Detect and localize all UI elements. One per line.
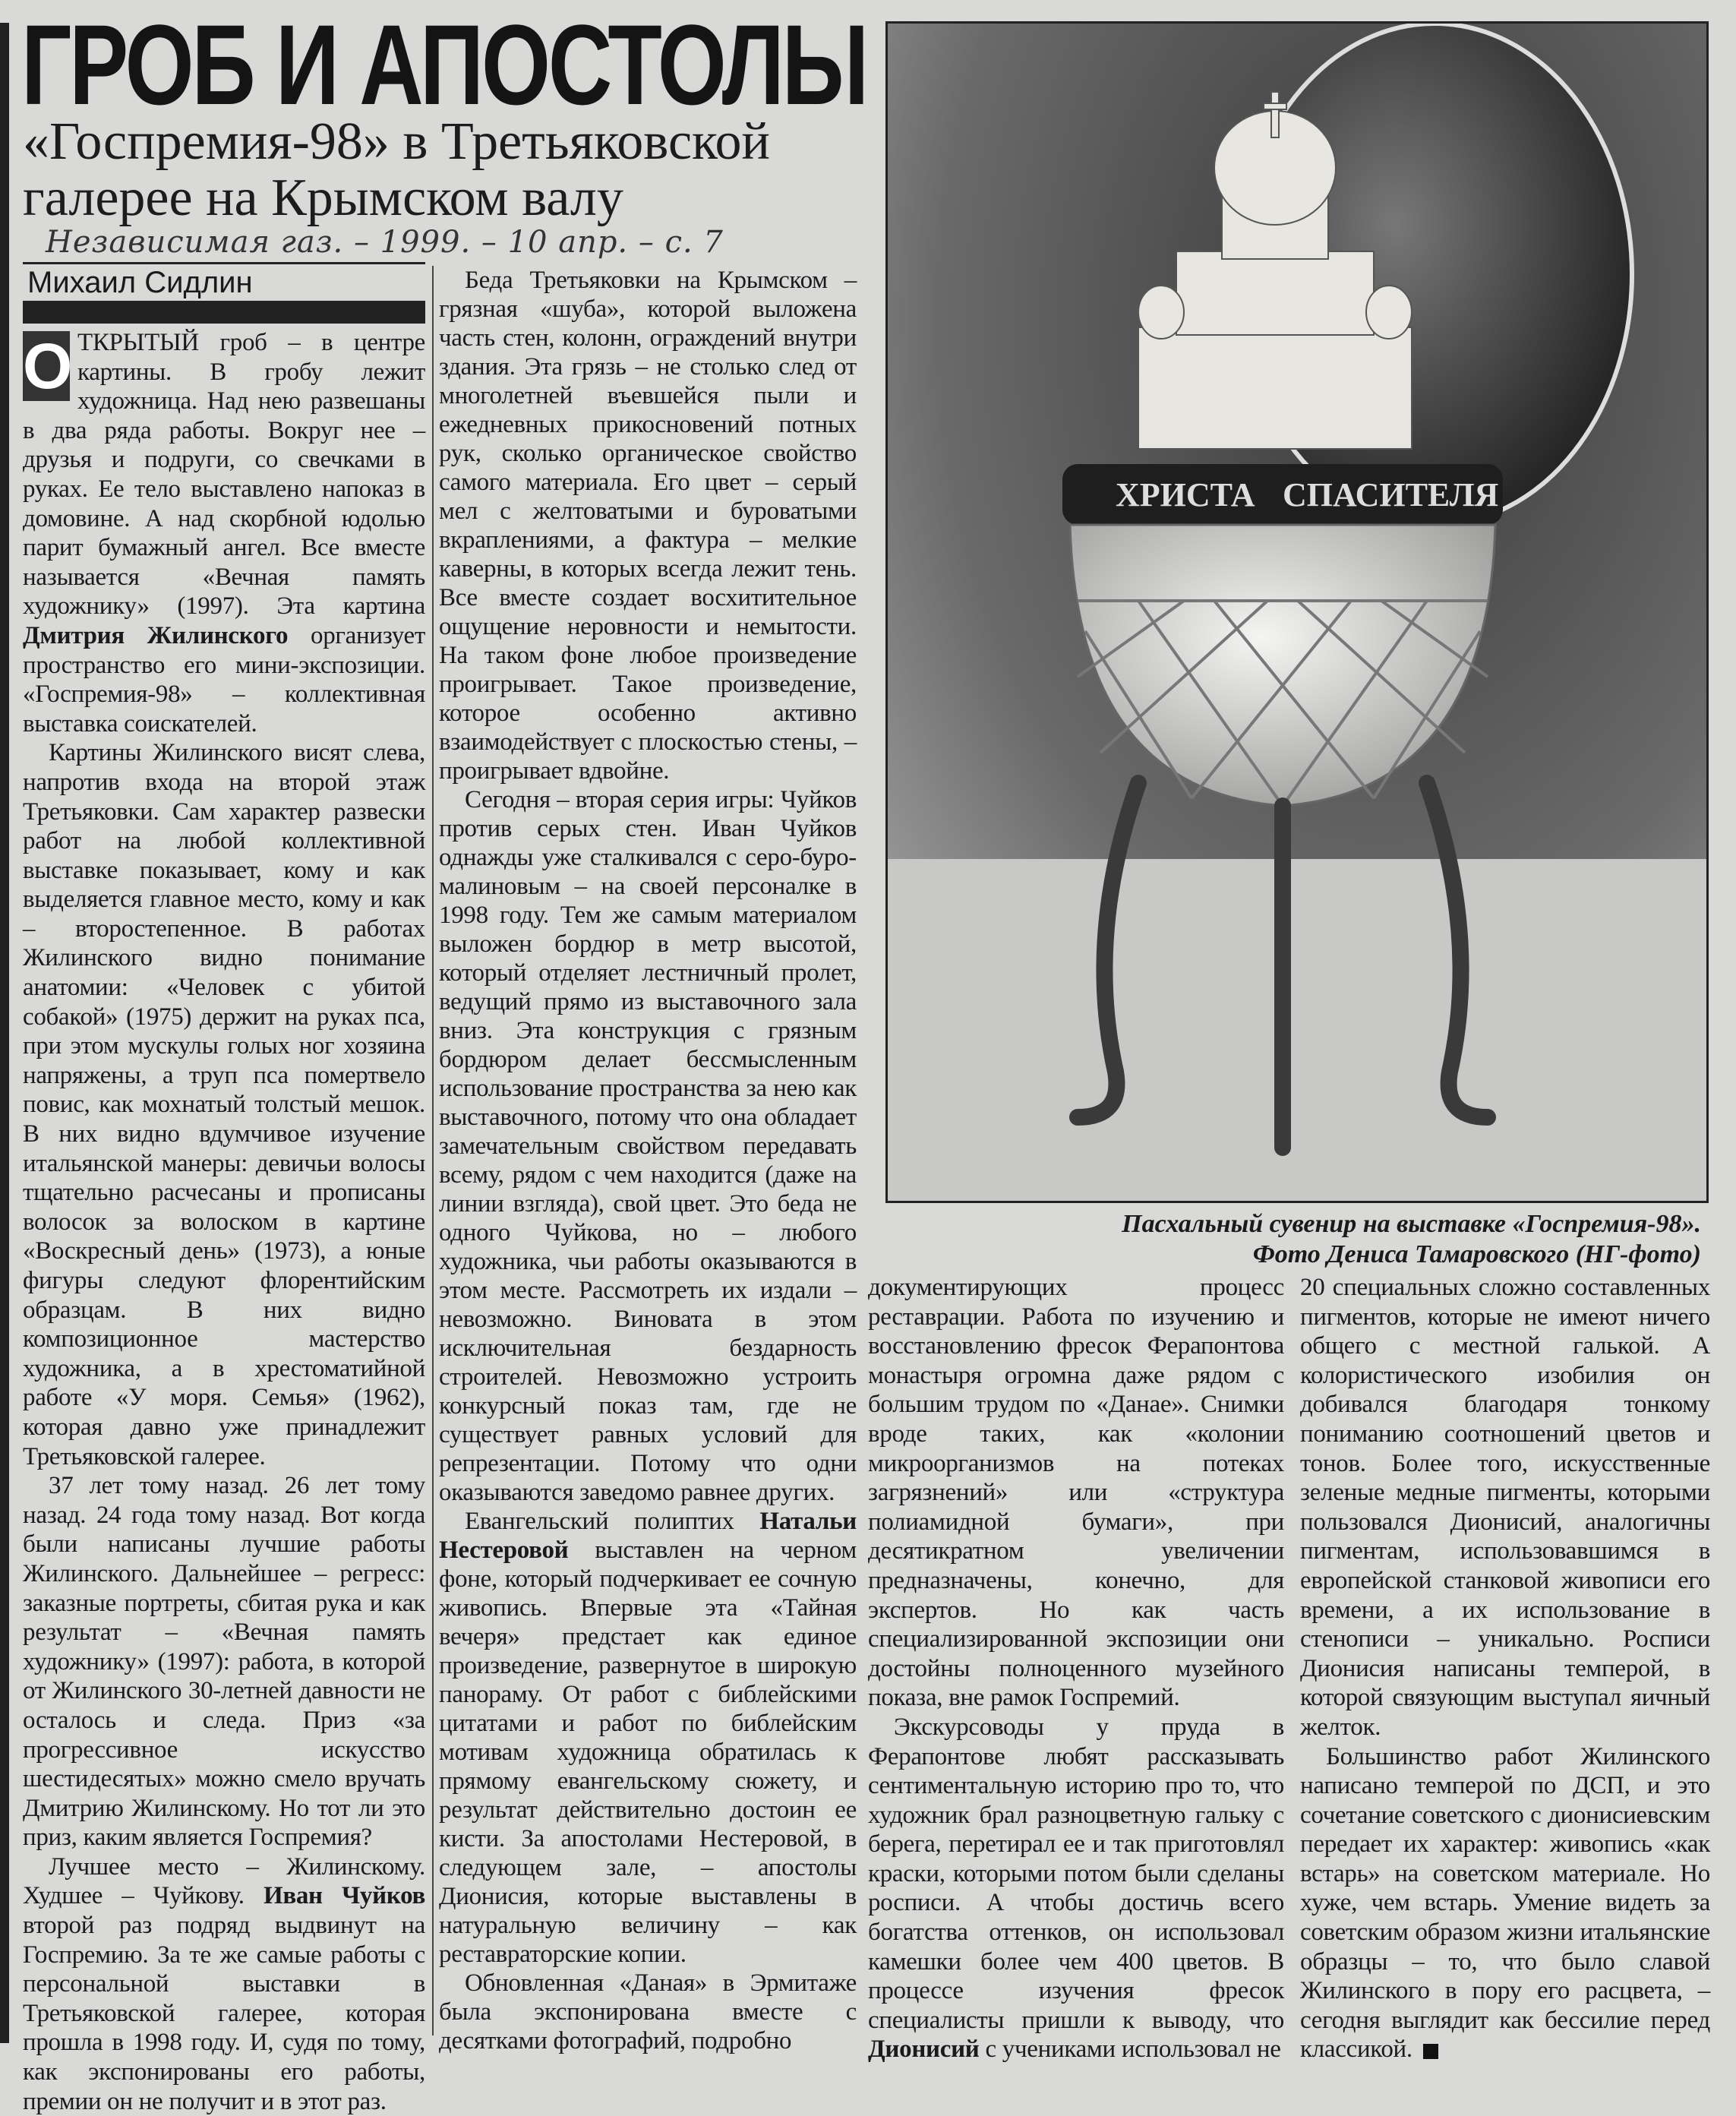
- article-paragraph: [439, 266, 857, 785]
- photo-easter-souvenir: [885, 21, 1709, 1203]
- column-divider: [432, 266, 434, 2035]
- paragraph-text: Беда Третьяковки на Крымском – грязная «шуба», которой выложена часть стен, колонн, ограждений внутри здания. Эта грязь – не столько след от многолетней въевшейся пыли и ежедневных прикосновений потных рук, сколько органическое свойство самого материала. Его цвет – серый мел с желтоватыми и буроватыми вкраплениями, а фактура – мелкие каверны, в которых всегда лежит тень. Все вместе создает восхитительное ощущение неровности и немытости. На таком фоне любое произведение проигрывает. Такое произведение, которое особенно активно взаимодействует с плоскостью стены, – проигрывает вдвойне.: [439, 267, 857, 785]
- paragraph-text: 37 лет тому назад. 26 лет тому назад. 24 года тому назад. Вот когда были написаны лучшие работы Жилинского. Дальнейшее – регресс: заказные портреты, сбитая рука и как результат – «Вечная память художнику» (1997): работа, в которой от Жилинского 30-летней давности не осталось и следа. Приз «за прогрессивное искусство шестидесятых» можно смело вручать Дмитрию Жилинскому. Но тот ли это приз, каким является Госпремия?: [23, 1472, 425, 1852]
- article-paragraph: [439, 1507, 857, 1969]
- paragraph-text: выставлен на черном фоне, который подчеркивает ее сочную живопись. Впервые эта «Тайная вечеря» предстает как единое произведение, развернутое в широкую панораму. От работ с библейскими цитатами и работ по библейским мотивам художница обратилась к прямому евангельскому сюжету, и результат действительно достоин ее кисти. За апостолами Нестеровой, в следующем зале, – апостолы Дионисия, которые выставлены в натуральную величину – как реставраторские копии.: [439, 1536, 857, 1968]
- article-column-3: [868, 1273, 1284, 2064]
- paragraph-text: второй раз подряд выдвинут на Госпремию. За те же самые работы с персональной выставки в Третьяковской галерее, которая прошла в 1998 году. И, судя по тому, как экспонированы его работы, премии он не получит и в этот раз.: [23, 1912, 425, 2115]
- byline-black-bar: [23, 301, 425, 324]
- paragraph-text: 20 специальных сложно составленных пигментов, которые не имеют ничего общего с местной галькой. А колористического изобилия он добивался благодаря тонкому пониманию соотношений цветов и тонов. Более того, искусственные зеленые медные пигменты, которыми пользовался Дионисий, аналогичны пигментам, использовавшимся в европейской станковой живописи его времени, а их использование в стенописи – уникально. Росписи Дионисия написаны темперой, в которой связующим выступал яичный желток.: [1300, 1274, 1710, 1741]
- highlighted-name: Иван Чуйков: [263, 1882, 426, 1910]
- paragraph-text: организует пространство его мини-экспозиции. «Госпремия-98» – коллективная выставка соискателей.: [23, 621, 425, 737]
- highlighted-name: Натальи Нестеровой: [439, 1508, 857, 1564]
- byline-divider: [23, 262, 425, 264]
- paragraph-text: Евангельский полиптих: [465, 1508, 760, 1535]
- drop-cap: О: [23, 330, 73, 402]
- paragraph-text: Сегодня – вторая серия игры: Чуйков против серых стен. Иван Чуйков однажды уже сталкивался с серо-буро-малиновым – на своей персоналке в 1998 году. Тем же самым материалом выложен бордюр в метр высотой, который отделяет лестничный пролет, ведущий прямо из выставочного зала вниз. Эта конструкция с грязным бордюром делает бессмысленным использование пространства за нею как выставочного, потому что она обладает замечательным свойством передавать всему, рядом с чем находится (даже на линии взгляда), свой цвет. Это беда не одного Чуйкова, но – любого художника, чьи работы оказываются в этом месте. Рассмотреть их издали – невозможно. Виновата в этом исключительная бездарность строителей. Невозможно устроить конкурсный показ там, где не существует равных условий для репрезентации. Потому что одни оказываются заведомо равнее других.: [439, 786, 857, 1506]
- paragraph-text: ТКРЫТЫЙ гроб – в центре картины. В гробу лежит художница. Над нею развешаны в два ряда работы. Вокруг нее – друзья и подруги, со свечками в руках. Ее тело выставлено напоказ в домовине. А над скорбной юдолью парит бумажный ангел. Все вместе называется «Вечная память художнику» (1997). Эта картина: [23, 329, 425, 621]
- handwritten-note: Независимая газ. – 1999. – 10 апр. – с. 7: [46, 225, 724, 260]
- paragraph-text: Большинство работ Жилинского написано темперой по ДСП, и это сочетание советского с дионисиевским передает их характер: живопись «как встарь» на советском материале. Но хуже, чем встарь. Умение видеть за советским образом жизни итальянские образцы – то, что было славой Жилинского в пору его расцвета, – сегодня выглядит как бессилие перед классикой.: [1300, 1742, 1710, 2064]
- article-paragraph: [23, 1471, 425, 1852]
- paragraph-text: с учениками использовал не: [979, 2035, 1281, 2064]
- highlighted-name: Дионисий: [868, 2035, 980, 2064]
- article-column-4: [1300, 1273, 1710, 2064]
- photo-caption: [896, 1209, 1701, 1270]
- article-column-1: [23, 328, 425, 2116]
- end-of-article-mark: [1423, 2044, 1438, 2059]
- photo-caption-title: Пасхальный сувенир на выставке «Госпремия-98».: [1122, 1210, 1701, 1238]
- article-paragraph: [868, 1713, 1284, 2064]
- article-paragraph: [23, 328, 425, 738]
- paragraph-text: Обновленная «Даная» в Эрмитаже была экспонирована вместе с десятками фотографий, подробно: [439, 1969, 857, 2054]
- article-paragraph: [868, 1273, 1284, 1713]
- paragraph-text: Лучшее место – Жилинскому. Худшее – Чуйкову.: [23, 1852, 425, 1910]
- article-paragraph: [23, 738, 425, 1471]
- subtitle: «Госпремия-98» в Третьяковской галерее на Крымском валу: [23, 112, 770, 227]
- article-paragraph: [439, 1969, 857, 2055]
- article-paragraph: [23, 1852, 425, 2116]
- author-byline: Михаил Сидлин: [27, 266, 253, 299]
- paragraph-text: Экскурсоводы у пруда в Ферапонтове любят рассказывать сентиментальную историю про то, что художник брал разноцветную гальку с берега, перетирал ее и так приготовлял краски, которыми потом были сделаны росписи. А чтобы достичь всего богатства оттенков, он использовал камешки более чем 400 цветов. В процессе изучения фресок специалисты пришли к выводу, что: [868, 1713, 1284, 2034]
- photo-easter-egg-image: [888, 24, 1706, 1201]
- photo-credit: Фото Дениса Тамаровского (НГ-фото): [1252, 1240, 1701, 1268]
- article-column-2: [439, 266, 857, 2055]
- highlighted-name: Дмитрия Жилинского: [23, 621, 289, 649]
- paragraph-text: документирующих процесс реставрации. Работа по изучению и восстановлению фресок Ферапонтова монастыря огромна даже рядом с большим трудом по «Данае». Снимки вроде таких, как «колонии микроорганизмов на потеках загрязнений» или «структура полиамидной бумаги», при десятикратном увеличении предназначены, конечно, для экспертов. Но как часть специализированной экспозиции они достойны полноценного музейного показа, вне рамок Госпремий.: [868, 1274, 1284, 1712]
- egg-band-text-right: СПАСИТЕЛЯ: [1283, 476, 1499, 513]
- egg-band-text-left: ХРИСТА: [1116, 476, 1255, 513]
- article-paragraph: [1300, 1742, 1710, 2065]
- article-paragraph: [1300, 1273, 1710, 1742]
- headline: ГРОБ И АПОСТОЛЫ: [21, 1, 867, 128]
- paragraph-text: Картины Жилинского висят слева, напротив входа на второй этаж Третьяковки. Сам характер развески работ на любой коллективной выставке показывает, кому и как выделяется главное место, кому и как – второстепенное. В работах Жилинского видно понимание анатомии: «Человек с убитой собакой» (1975) держит на руках пса, при этом мускулы голых ног хозяина напряжены, а труп пса помертвело повис, как мохнатый толстый мешок. В них видно вдумчивое изучение итальянской манеры: девичьи волосы тщательно расчесаны и прописаны волосок за волоском в картине «Воскресный день» (1973), а юные фигуры следуют флорентийским образцам. В них видно композиционное мастерство художника, а в хрестоматийной работе «У моря. Семья» (1962), которая давно уже принадлежит Третьяковской галерее.: [23, 739, 425, 1470]
- article-paragraph: [439, 785, 857, 1507]
- article-left-rule: [0, 23, 9, 2043]
